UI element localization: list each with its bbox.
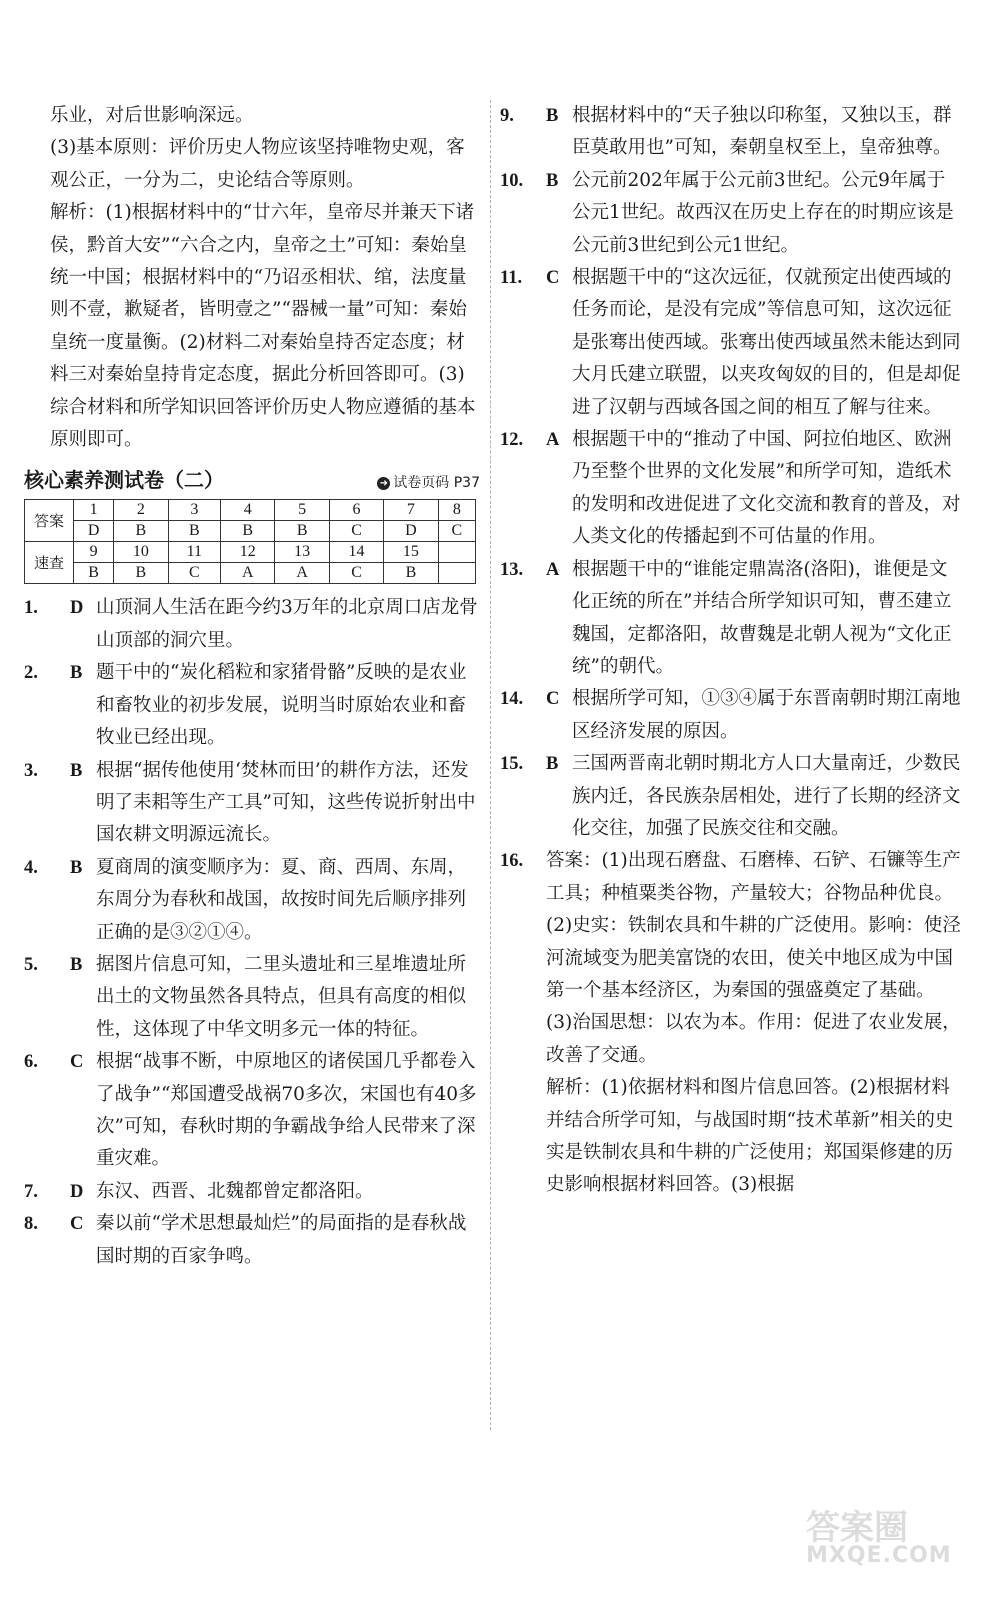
answer-item xyxy=(24,592,480,657)
item-explanation: 根据“战事不断，中原地区的诸侯国几乎都卷入了战争”“郑国遭受战祸70多次，宋国也有40多次”可知，春秋时期的争霸战争给人民带来了深重灾难。 xyxy=(96,1051,477,1170)
item-answer-choice: D xyxy=(70,598,84,619)
item-answer-choice: B xyxy=(546,754,559,775)
answer-table-choice: C xyxy=(329,521,383,542)
item-number: 11. xyxy=(500,268,523,289)
answer-item xyxy=(24,852,480,949)
answer-table-number: 10 xyxy=(114,542,168,563)
section-header xyxy=(24,464,480,493)
answer-table-label: 答案 xyxy=(25,500,74,542)
item-number: 12. xyxy=(500,430,524,451)
item-explanation: 公元前202年属于公元前3世纪。公元9年属于公元1世纪。故西汉在历史上存在的时期应该是公元前3世纪到公元1世纪。 xyxy=(572,169,954,256)
column-divider xyxy=(490,100,491,1430)
item-answer-choice: A xyxy=(546,559,560,580)
right-column xyxy=(500,100,962,1202)
answer-table-number: 8 xyxy=(438,500,475,521)
item-number: 14. xyxy=(500,689,524,710)
answer-table-row xyxy=(25,521,476,542)
answer-table-number: 3 xyxy=(168,500,220,521)
item-explanation: 题干中的“炭化稻粒和家猪骨骼”反映的是农业和畜牧业的初步发展，说明当时原始农业和畜牧业已经出现。 xyxy=(96,662,467,749)
answer-table-choice: B xyxy=(114,521,168,542)
answer-table-number: 13 xyxy=(275,542,329,563)
answer-table-number: 6 xyxy=(329,500,383,521)
answer-table-choice: B xyxy=(275,521,329,542)
answer-table-choice: B xyxy=(74,563,114,584)
answer-item xyxy=(24,755,480,852)
answer-item xyxy=(500,748,962,845)
item-explanation: 三国两晋南北朝时期北方人口大量南迁，少数民族内迁，各民族杂居相处，进行了长期的经济文化交往，加强了民族交往和交融。 xyxy=(572,753,961,839)
answer-table-choice xyxy=(438,563,475,584)
answer-item xyxy=(500,262,962,424)
item-explanation: 据图片信息可知，二里头遗址和三星堆遗址所出土的文物虽然各具特点，但具有高度的相似性，这体现了中华文明多元一体的特征。 xyxy=(96,953,467,1040)
answer-table-choice: C xyxy=(329,563,383,584)
item-number: 1. xyxy=(24,598,38,619)
answer-table-choice: A xyxy=(275,563,329,584)
item-explanation: 东汉、西晋、北魏都曾定都洛阳。 xyxy=(96,1180,374,1202)
answer-table-choice: A xyxy=(221,563,275,584)
item-explanation: 根据“据传他使用‘焚林而田’的耕作方法，还发明了耒耜等生产工具”可知，这些传说折射出中国农耕文明源远流长。 xyxy=(96,759,476,846)
item-number: 16. xyxy=(500,851,524,872)
answer-table-number: 9 xyxy=(74,542,114,563)
answer-table-choice: D xyxy=(384,521,438,542)
item-answer-choice: A xyxy=(546,430,560,451)
item-explanation: 根据材料中的“天子独以印称玺，又独以玉，群臣莫敢用也”可知，秦朝皇权至上，皇帝独尊。 xyxy=(572,105,952,159)
right-answer-list xyxy=(500,100,962,845)
q16-answer-part2: (2)史实：铁制农具和牛耕的广泛使用。影响：使泾河流域变为肥美富饶的农田，使关中地区成为中国第一个基本经济区，为秦国的强盛奠定了基础。 xyxy=(546,915,961,1001)
answer-item xyxy=(500,100,962,165)
answer-table-choice: B xyxy=(384,563,438,584)
item-answer-choice: C xyxy=(70,1214,84,1235)
answer-item xyxy=(24,1046,480,1176)
item-explanation: 山顶洞人生活在距今约3万年的北京周口店龙骨山顶部的洞穴里。 xyxy=(96,597,478,651)
left-column xyxy=(24,100,480,1273)
answer-table-row xyxy=(25,563,476,584)
answer-table-number: 12 xyxy=(221,542,275,563)
item-number: 5. xyxy=(24,954,38,975)
answer-table-number: 14 xyxy=(329,542,383,563)
item-number: 8. xyxy=(24,1214,38,1235)
answer-table-choice: C xyxy=(438,521,475,542)
q16-answer-part3: (3)治国思想：以农为本。作用：促进了农业发展，改善了交通。 xyxy=(546,1012,961,1066)
item-explanation: 根据题干中的“推动了中国、阿拉伯地区、欧洲乃至整个世界的文化发展”和所学可知，造纸术的发明和改进促进了文化交流和教育的普及，对人类文化的传播起到不可估量的作用。 xyxy=(572,429,961,548)
answer-table-choice: B xyxy=(114,563,168,584)
item-answer-choice: C xyxy=(70,1052,84,1073)
prev-analysis: 解析：(1)根据材料中的“廿六年，皇帝尽并兼天下诸侯，黔首大安”“六合之内，皇帝之土”可知：秦始皇统一中国；根据材料中的“乃诏丞相状、绾，法度量则不壹，歉疑者，皆明壹之”“器械一量”可知：秦始皇统一度量衡。(2)材料二对秦始皇持否定态度；材料三对秦始皇持肯定态度，据此分析回答即可。(3)综合材料和所学知识回答评价历史人物应遵循的基本原则即可。 xyxy=(50,202,476,451)
answer-table-row xyxy=(25,500,476,521)
answer-table-choice: B xyxy=(221,521,275,542)
answer-table-number: 5 xyxy=(275,500,329,521)
answer-item xyxy=(500,424,962,554)
item-answer-choice: C xyxy=(546,268,560,289)
answer-item xyxy=(500,554,962,684)
watermark-url: MXQE.COM xyxy=(806,1543,952,1568)
item-answer-choice: B xyxy=(546,106,559,126)
answer-table-number: 15 xyxy=(384,542,438,563)
item-number: 10. xyxy=(500,170,524,191)
answer-item xyxy=(500,683,962,748)
answer-table-number: 1 xyxy=(74,500,114,521)
item-answer-choice: B xyxy=(546,170,559,191)
item-answer-choice: B xyxy=(70,663,83,684)
answer-table-choice: C xyxy=(168,563,220,584)
arrow-right-icon: ➜ xyxy=(377,477,390,490)
item-number: 7. xyxy=(24,1181,38,1202)
item-explanation: 夏商周的演变顺序为：夏、商、西周、东周，东周分为春秋和战国，故按时间先后顺序排列正确的是③②①④。 xyxy=(96,856,467,943)
item-answer-choice: B xyxy=(70,857,83,878)
q16-answer-part1: 答案：(1)出现石磨盘、石磨棒、石铲、石镰等生产工具；种植粟类谷物，产量较大；谷物品种优良。 xyxy=(546,850,961,904)
answer-quick-table xyxy=(24,499,476,584)
item-number: 13. xyxy=(500,559,524,580)
watermark-text: 答案圈 xyxy=(806,1508,908,1548)
left-answer-list xyxy=(24,592,480,1273)
watermark-logo xyxy=(802,1500,972,1570)
answer-table-row xyxy=(25,542,476,563)
answer-table-number xyxy=(438,542,475,563)
item-explanation: 根据所学可知，①③④属于东晋南朝时期江南地区经济发展的原因。 xyxy=(572,688,961,742)
answer-table-number: 7 xyxy=(384,500,438,521)
answer-table-number: 2 xyxy=(114,500,168,521)
item-number: 15. xyxy=(500,754,524,775)
item-answer-choice: D xyxy=(70,1181,84,1202)
item-answer-choice: B xyxy=(70,760,83,781)
answer-item xyxy=(24,949,480,1046)
answer-table-label: 速查 xyxy=(25,542,74,584)
answer-item xyxy=(24,657,480,754)
item-number: 4. xyxy=(24,857,38,878)
prev-answer-part3: (3)基本原则：评价历史人物应该坚持唯物史观，客观公正，一分为二，史论结合等原则。 xyxy=(50,137,465,191)
item-answer-choice: B xyxy=(70,954,83,975)
section-title: 核心素养测试卷（二） xyxy=(24,468,224,493)
item-number: 6. xyxy=(24,1052,38,1073)
item-number: 2. xyxy=(24,663,38,684)
answer-table-choice: D xyxy=(74,521,114,542)
q16-analysis: 解析：(1)依据材料和图片信息回答。(2)根据材料并结合所学可知，与战国时期“技术革新”相关的史实是铁制农具和牛耕的广泛使用；郑国渠修建的历史影响根据材料回答。(3)根据 xyxy=(546,1077,954,1196)
item-explanation: 秦以前“学术思想最灿烂”的局面指的是春秋战国时期的百家争鸣。 xyxy=(96,1213,467,1267)
item-explanation: 根据题干中的“谁能定鼎嵩洛(洛阳)，谁便是文化正统的所在”并结合所学知识可知，曹丕建立魏国，定都洛阳，故曹魏是北朝人视为“文化正统”的朝代。 xyxy=(572,558,952,677)
answer-table-number: 4 xyxy=(221,500,275,521)
answer-table-choice: B xyxy=(168,521,220,542)
answer-item xyxy=(24,1176,480,1208)
page-reference xyxy=(377,472,480,492)
item-number: 3. xyxy=(24,760,38,781)
page-ref-text: 试卷页码 P37 xyxy=(393,475,480,492)
answer-table-number: 11 xyxy=(168,542,220,563)
answer-item xyxy=(500,165,962,262)
item-number: 9. xyxy=(500,106,514,126)
answer-item xyxy=(24,1208,480,1273)
item-answer-choice: C xyxy=(546,689,560,710)
item-body xyxy=(546,845,962,1201)
item-explanation: 根据题干中的“这次远征，仅就预定出使西域的任务而论，是没有完成”等信息可知，这次远征是张骞出使西域。张骞出使西域虽然未能达到同大月氏建立联盟，以夹攻匈奴的目的，但是却促进了汉朝与西域各国之间的相互了解与往来。 xyxy=(572,267,961,418)
answer-item-16 xyxy=(500,845,962,1201)
prev-answer-tail: 乐业，对后世影响深远。 xyxy=(50,105,254,126)
